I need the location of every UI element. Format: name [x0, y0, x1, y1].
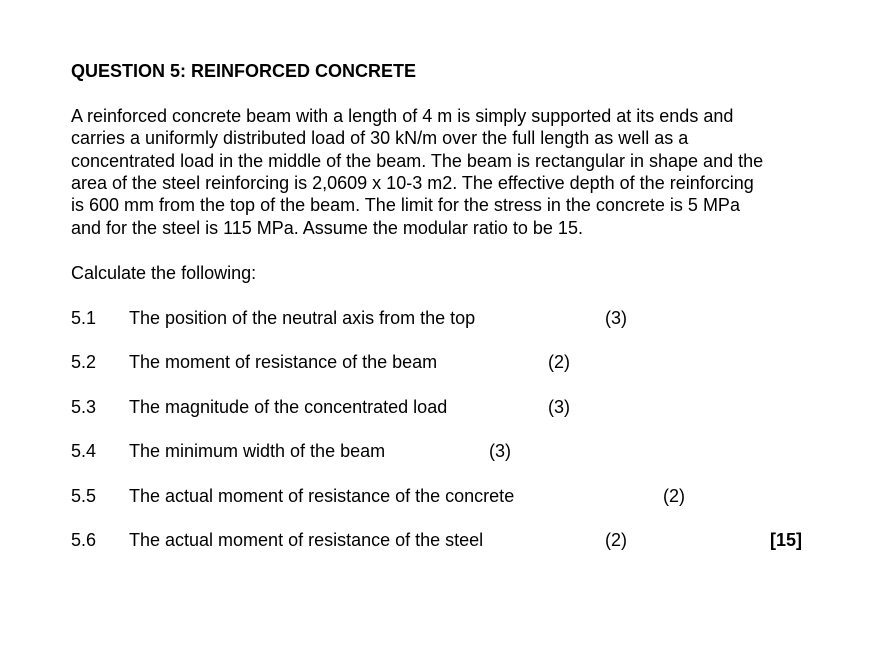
question-marks: (3) — [548, 397, 570, 417]
question-item-5-1 — [0, 307, 875, 329]
question-marks: (2) — [548, 352, 570, 372]
question-marks: (2) — [663, 486, 685, 506]
question-number: 5.2 — [71, 352, 97, 372]
paragraph-line: carries a uniformly distributed load of 30 kN/m over the full length as well as a — [71, 128, 689, 148]
paragraph-line: A reinforced concrete beam with a length of 4 m is simply supported at its ends and — [71, 106, 734, 126]
question-item-5-6 — [0, 529, 875, 551]
question-marks: (3) — [489, 441, 511, 461]
question-text: The position of the neutral axis from the top — [129, 308, 476, 328]
total-marks: [15] — [770, 530, 803, 550]
question-text: The actual moment of resistance of the concrete — [129, 486, 515, 506]
question-number: 5.4 — [71, 441, 97, 461]
question-item-5-2 — [0, 351, 875, 373]
question-heading: QUESTION 5: REINFORCED CONCRETE — [71, 61, 417, 81]
question-text: The minimum width of the beam — [129, 441, 386, 461]
question-number: 5.3 — [71, 397, 97, 417]
question-marks: (2) — [605, 530, 627, 550]
paragraph-line: concentrated load in the middle of the beam. The beam is rectangular in shape and the — [71, 151, 764, 171]
question-number: 5.6 — [71, 530, 97, 550]
question-text: The magnitude of the concentrated load — [129, 397, 448, 417]
question-number: 5.1 — [71, 308, 97, 328]
question-marks: (3) — [605, 308, 627, 328]
question-item-5-3 — [0, 396, 875, 418]
question-text: The actual moment of resistance of the steel — [129, 530, 484, 550]
question-item-5-4 — [0, 440, 875, 462]
question-number: 5.5 — [71, 486, 97, 506]
paragraph-line: and for the steel is 115 MPa. Assume the modular ratio to be 15. — [71, 218, 583, 238]
paragraph-line: is 600 mm from the top of the beam. The limit for the stress in the concrete is 5 MPa — [71, 195, 740, 215]
question-text: The moment of resistance of the beam — [129, 352, 438, 372]
paragraph-line: area of the steel reinforcing is 2,0609 x 10-3 m2. The effective depth of the reinforcing — [71, 173, 754, 193]
question-item-5-5 — [0, 485, 875, 507]
instruction-text: Calculate the following: — [71, 263, 257, 283]
